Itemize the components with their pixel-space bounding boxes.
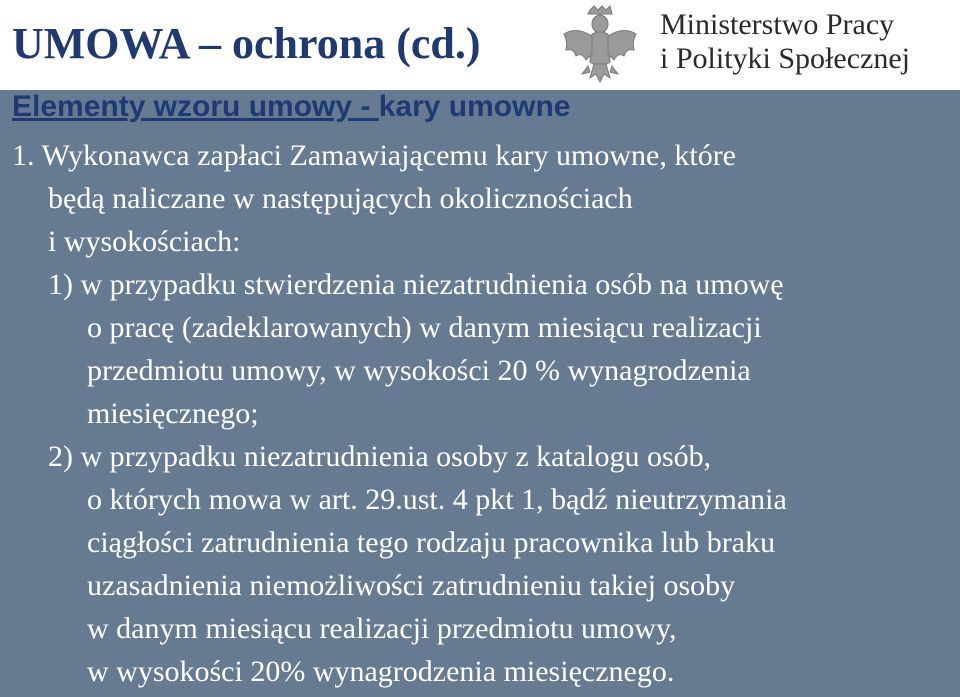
slide-header (0, 0, 960, 90)
body-line: w wysokości 20% wynagrodzenia miesięcznego. (87, 655, 675, 688)
body-line: będą naliczane w następujących okolicznościach (48, 182, 633, 215)
slide-body (12, 134, 952, 693)
section-heading-rest: kary umowne (378, 90, 571, 123)
section-heading (12, 89, 570, 125)
ministry-line-2: i Polityki Społecznej (660, 42, 910, 75)
slide-title: UMOWA – ochrona (cd.) (12, 19, 481, 68)
polish-eagle-emblem-icon (560, 4, 640, 86)
section-heading-underlined: Elementy wzoru umowy - (12, 90, 379, 123)
body-line: ciągłości zatrudnienia tego rodzaju pracownika lub braku (87, 526, 776, 559)
ministry-logo-text (660, 8, 910, 76)
body-line: w danym miesiącu realizacji przedmiotu umowy, (87, 612, 677, 645)
body-line: 2) w przypadku niezatrudnienia osoby z katalogu osób, (48, 440, 712, 473)
body-line: i wysokościach: (48, 225, 241, 258)
body-line: 1. Wykonawca zapłaci Zamawiającemu kary umowne, które (12, 139, 736, 172)
body-line: przedmiotu umowy, w wysokości 20 % wynagrodzenia (87, 354, 751, 387)
body-line: o pracę (zadeklarowanych) w danym miesiącu realizacji (87, 311, 762, 344)
body-line: miesięcznego; (87, 397, 259, 430)
body-line: o których mowa w art. 29.ust. 4 pkt 1, bądź nieutrzymania (87, 483, 787, 516)
ministry-line-1: Ministerstwo Pracy (660, 8, 895, 41)
body-line: 1) w przypadku stwierdzenia niezatrudnienia osób na umowę (48, 268, 784, 301)
body-line: uzasadnienia niemożliwości zatrudnieniu takiej osoby (87, 569, 736, 602)
